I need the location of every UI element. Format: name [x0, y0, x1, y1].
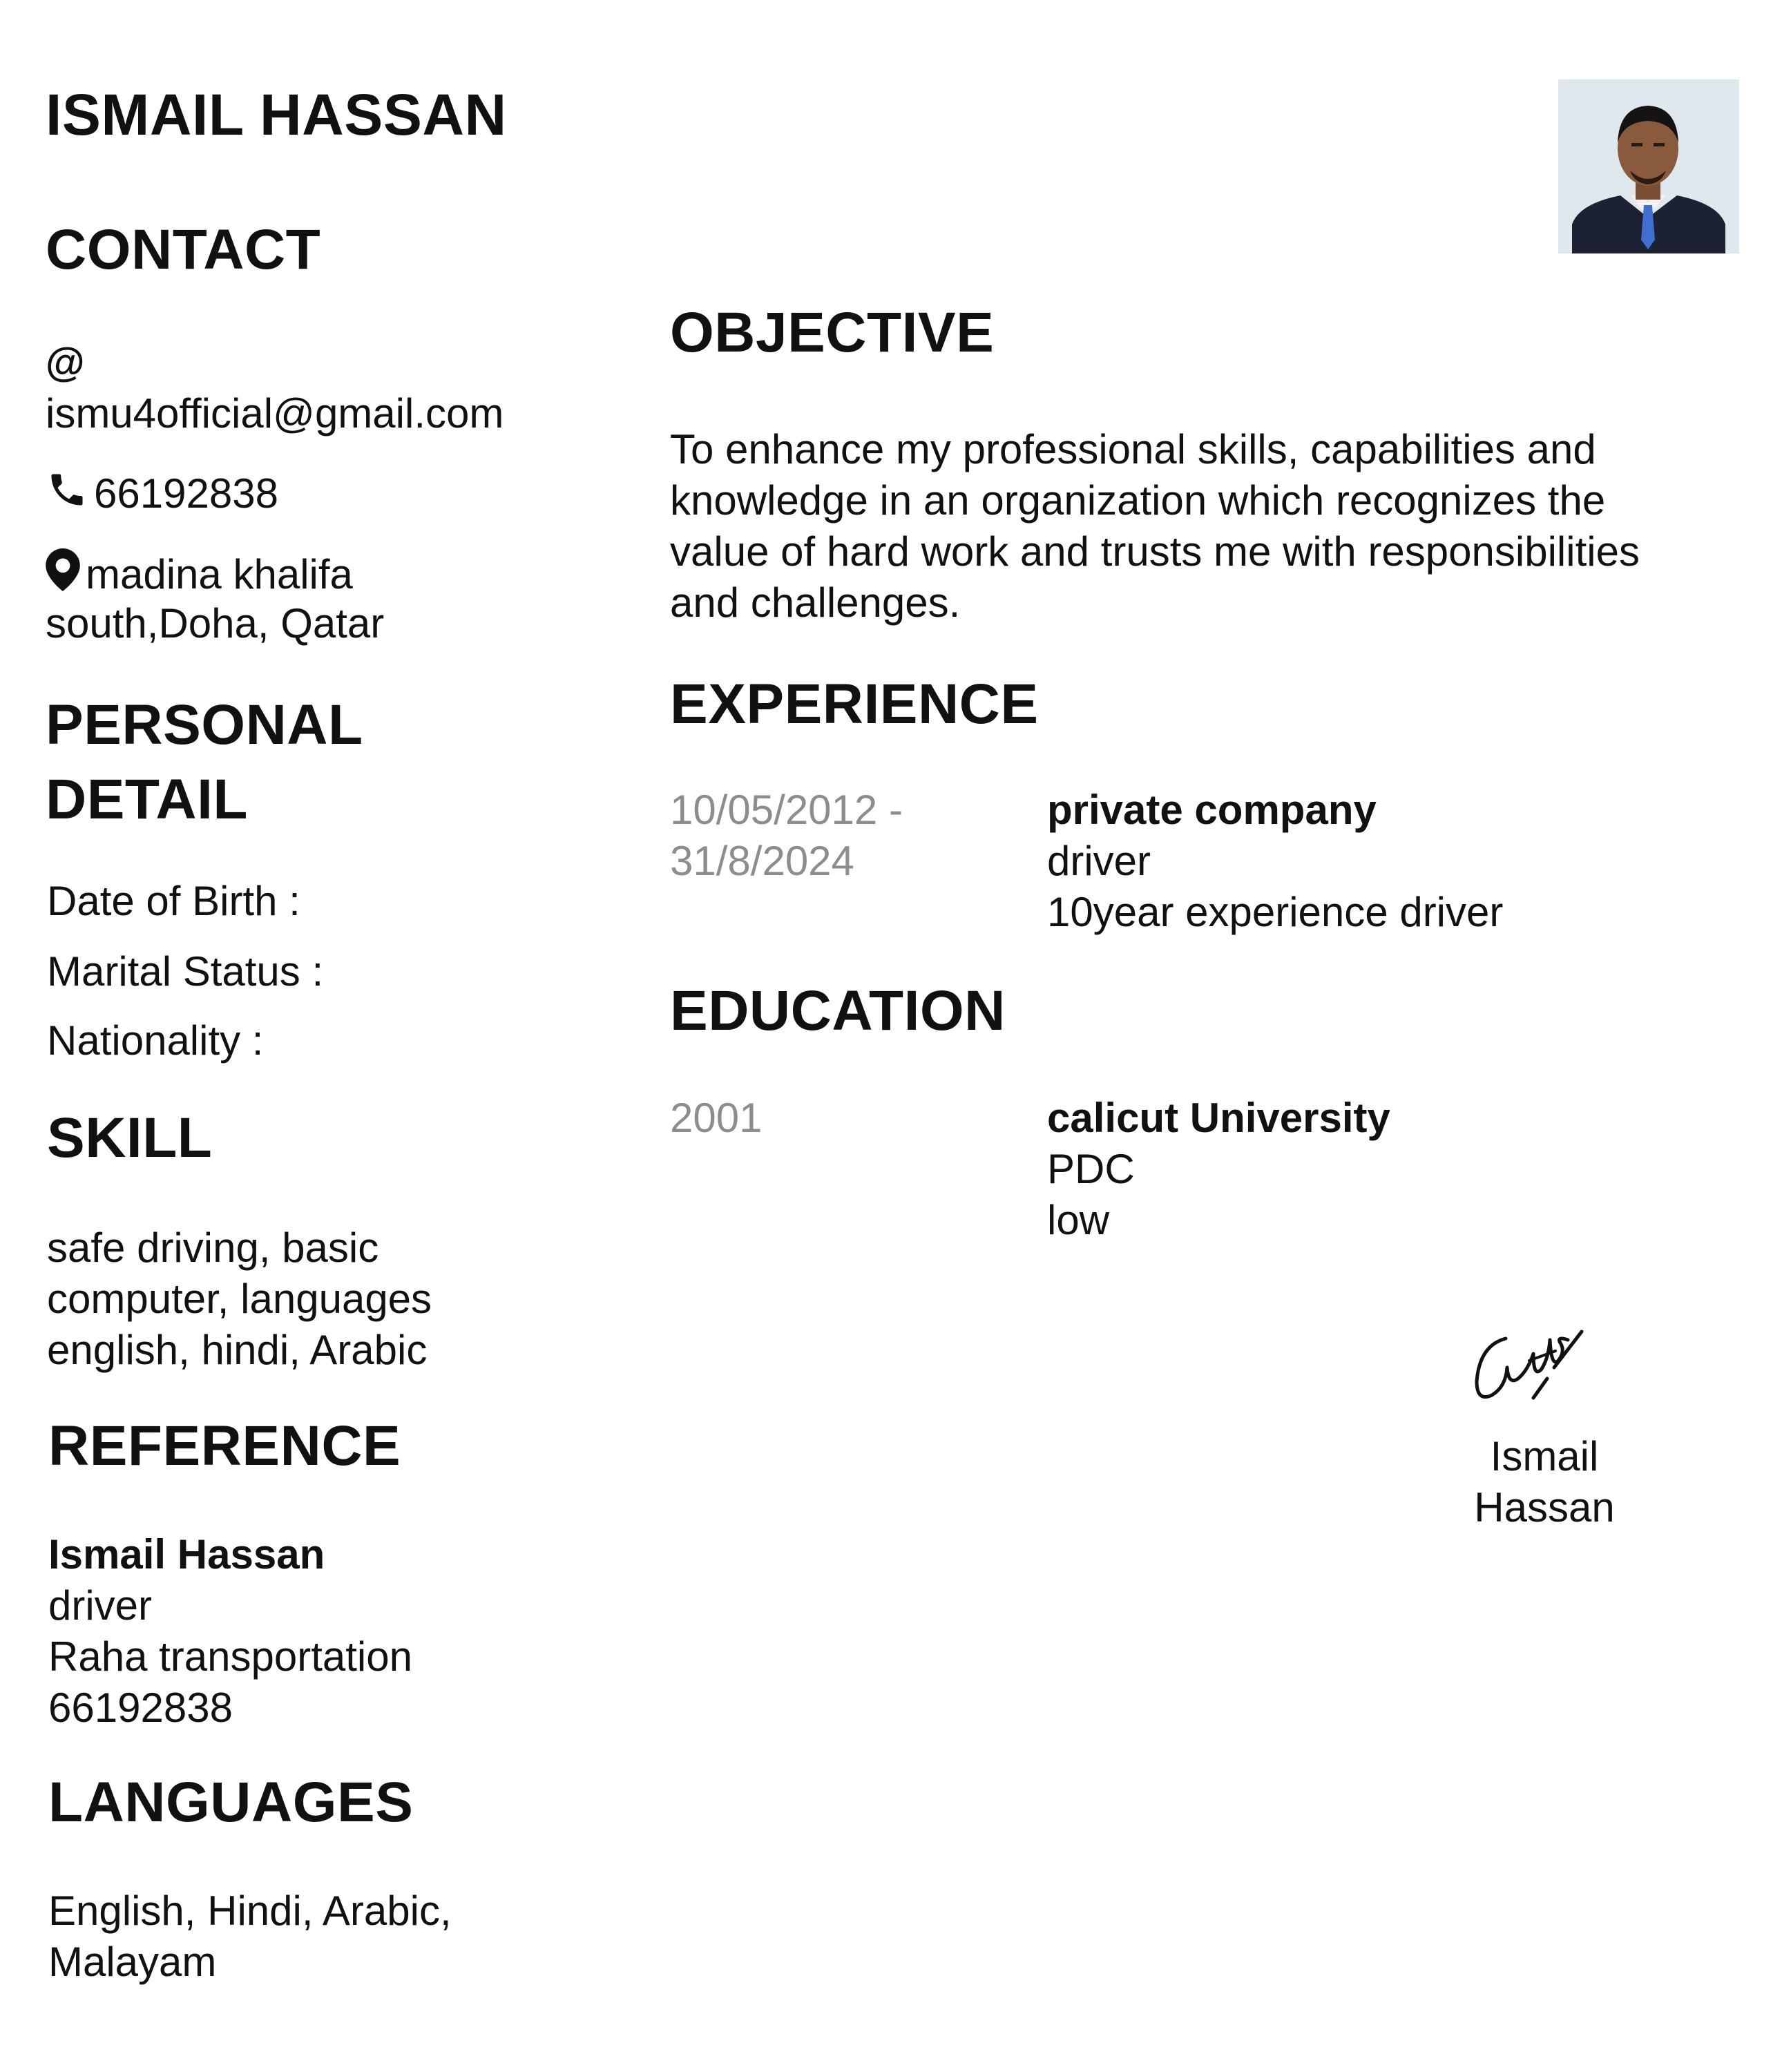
person-portrait-icon	[1558, 79, 1739, 253]
handwritten-signature	[1464, 1312, 1602, 1419]
reference-company: Raha transportation	[48, 1633, 412, 1680]
reference-name: Ismail Hassan	[48, 1531, 325, 1577]
education-institution: calicut University	[1047, 1095, 1390, 1141]
contact-heading: CONTACT	[46, 218, 321, 281]
experience-position: driver	[1047, 838, 1151, 884]
education-grade: low	[1047, 1197, 1110, 1243]
phone-icon	[46, 469, 88, 522]
personal-detail-heading-1: PERSONAL	[46, 693, 363, 756]
reference-heading: REFERENCE	[48, 1414, 401, 1477]
signature-name-line-1: Ismail	[1490, 1433, 1599, 1479]
reference-phone: 66192838	[48, 1685, 233, 1731]
location-pin-icon	[46, 548, 80, 603]
experience-date-start: 10/05/2012 -	[670, 787, 903, 833]
address-line-2: south,Doha, Qatar	[46, 600, 385, 646]
contact-address-row	[46, 548, 353, 603]
dob-label: Date of Birth :	[47, 878, 300, 924]
experience-heading: EXPERIENCE	[670, 673, 1039, 736]
objective-heading: OBJECTIVE	[670, 301, 995, 364]
skill-line: english, hindi, Arabic	[47, 1327, 428, 1373]
experience-company: private company	[1047, 787, 1377, 833]
skill-line: computer, languages	[47, 1276, 432, 1322]
nationality-label: Nationality :	[47, 1017, 264, 1064]
at-icon: @	[46, 340, 85, 385]
contact-phone[interactable]: 66192838	[94, 470, 278, 517]
marital-status-label: Marital Status :	[47, 948, 324, 995]
experience-date-end: 31/8/2024	[670, 838, 854, 884]
skill-line: safe driving, basic	[47, 1225, 379, 1271]
personal-detail-heading-2: DETAIL	[46, 768, 249, 831]
objective-line: To enhance my professional skills, capabilities and	[670, 426, 1596, 472]
languages-heading: LANGUAGES	[48, 1771, 414, 1834]
signature-name-line-2: Hassan	[1474, 1484, 1615, 1531]
profile-photo	[1558, 79, 1739, 253]
address-line-1: madina khalifa	[86, 551, 353, 597]
objective-line: knowledge in an organization which recognizes the	[670, 477, 1606, 524]
education-degree: PDC	[1047, 1146, 1135, 1192]
education-heading: EDUCATION	[670, 979, 1006, 1042]
resume-name: ISMAIL HASSAN	[46, 82, 507, 147]
objective-line: value of hard work and trusts me with responsibilities	[670, 528, 1640, 575]
languages-line: Malayam	[48, 1939, 217, 1985]
contact-email[interactable]: ismu4official@gmail.com	[46, 390, 504, 437]
languages-line: English, Hindi, Arabic,	[48, 1888, 452, 1934]
objective-line: and challenges.	[670, 579, 961, 626]
experience-description: 10year experience driver	[1047, 889, 1504, 935]
contact-phone-row	[46, 468, 278, 522]
education-year: 2001	[670, 1095, 763, 1141]
reference-role: driver	[48, 1582, 153, 1629]
skill-heading: SKILL	[47, 1106, 213, 1169]
